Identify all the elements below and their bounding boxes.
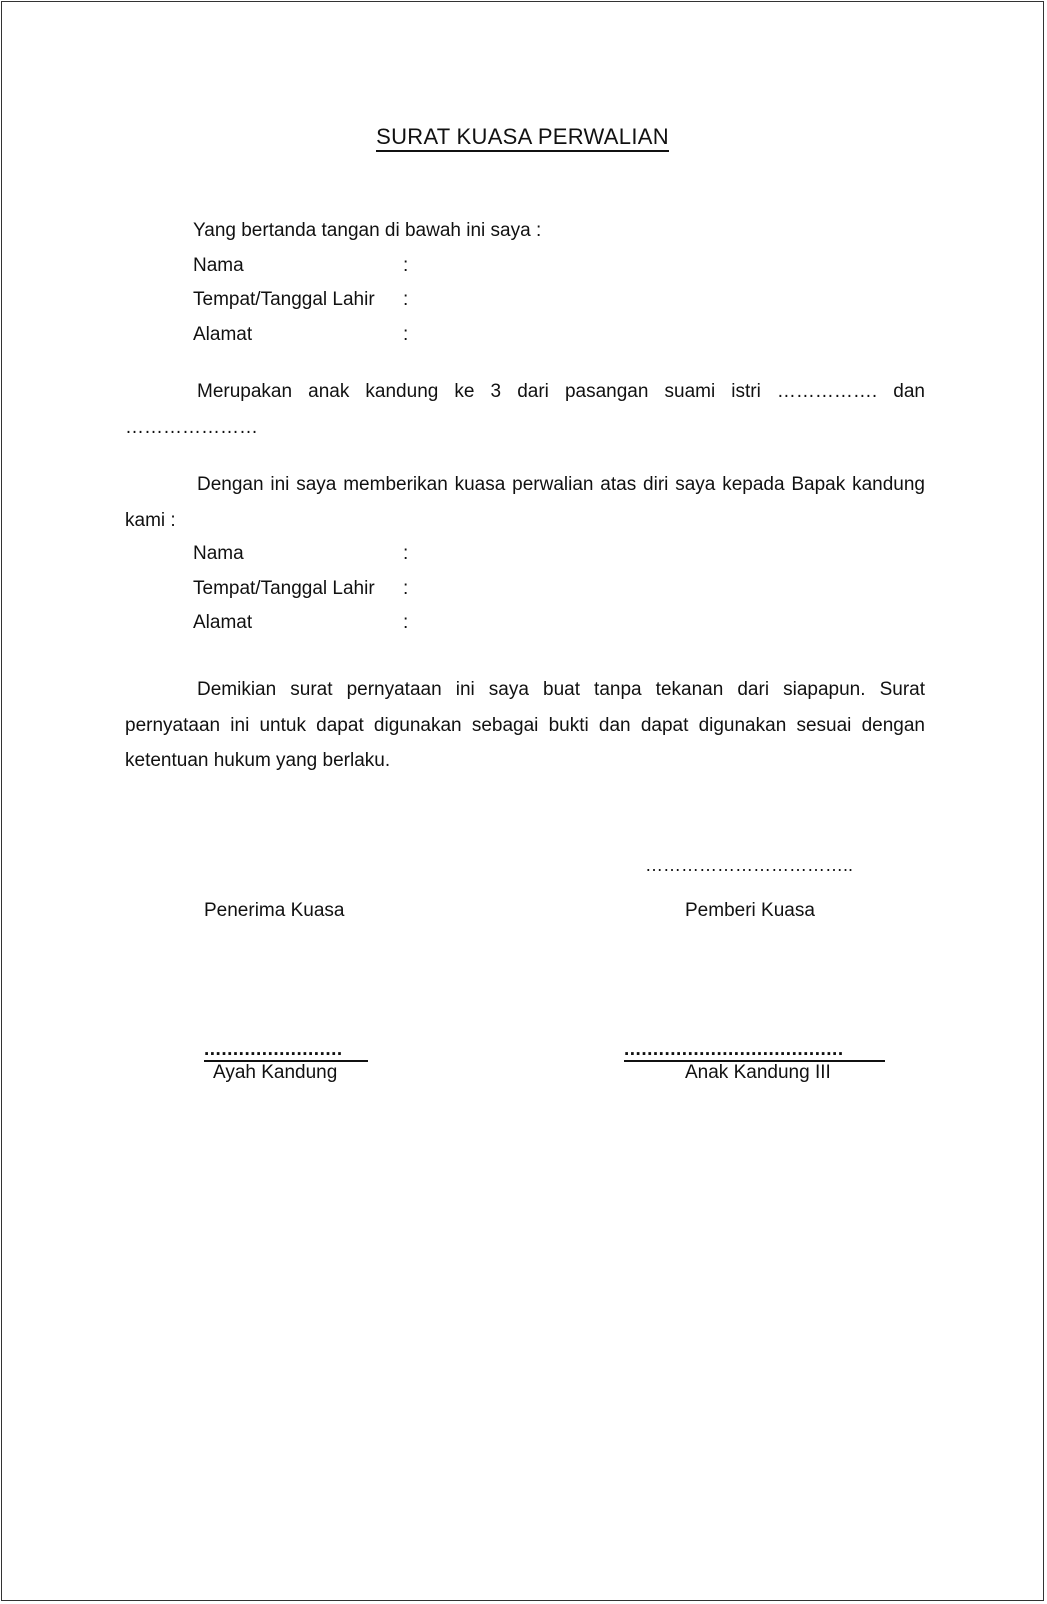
recipient-name-label: Nama	[193, 543, 244, 564]
recipient-birth-label: Tempat/Tanggal Lahir	[193, 578, 375, 599]
left-signature-line: ........................	[204, 1040, 368, 1062]
recipient-name-colon: :	[403, 543, 409, 564]
recipient-address-colon: :	[403, 612, 409, 633]
signer-name-label: Nama	[193, 255, 244, 276]
document-title: SURAT KUASA PERWALIAN	[2, 124, 1043, 152]
paragraph-child: Merupakan anak kandung ke 3 dari pasangan suami istri ……………. dan …………………	[125, 381, 925, 438]
recipient-birth-colon: :	[403, 578, 409, 599]
left-sign-role: Penerima Kuasa	[204, 900, 345, 921]
document-page	[1, 1, 1044, 1601]
left-sign-name: Ayah Kandung	[213, 1062, 338, 1083]
signer-address-label: Alamat	[193, 324, 253, 345]
signer-birth-label: Tempat/Tanggal Lahir	[193, 289, 375, 310]
signer-address-colon: :	[403, 324, 409, 345]
paragraph-closing: Demikian surat pernyataan ini saya buat tanpa tekanan dari siapapun. Surat pernyataan ini untuk dapat digunakan sebagai bukti dan dapat digunakan sesuai dengan ketentuan hukum yang berlaku.	[125, 679, 925, 771]
right-sign-name: Anak Kandung III	[685, 1062, 831, 1083]
place-date-line: ……………………………..	[645, 855, 854, 875]
recipient-address-label: Alamat	[193, 612, 253, 633]
right-signature-line: ......................................	[624, 1040, 885, 1062]
signer-birth-colon: :	[403, 289, 409, 310]
paragraph-grant: Dengan ini saya memberikan kuasa perwalian atas diri saya kepada Bapak kandung kami :	[125, 474, 925, 531]
signer-name-colon: :	[403, 255, 409, 276]
right-sign-role: Pemberi Kuasa	[685, 900, 815, 921]
intro-text: Yang bertanda tangan di bawah ini saya :	[193, 220, 542, 241]
